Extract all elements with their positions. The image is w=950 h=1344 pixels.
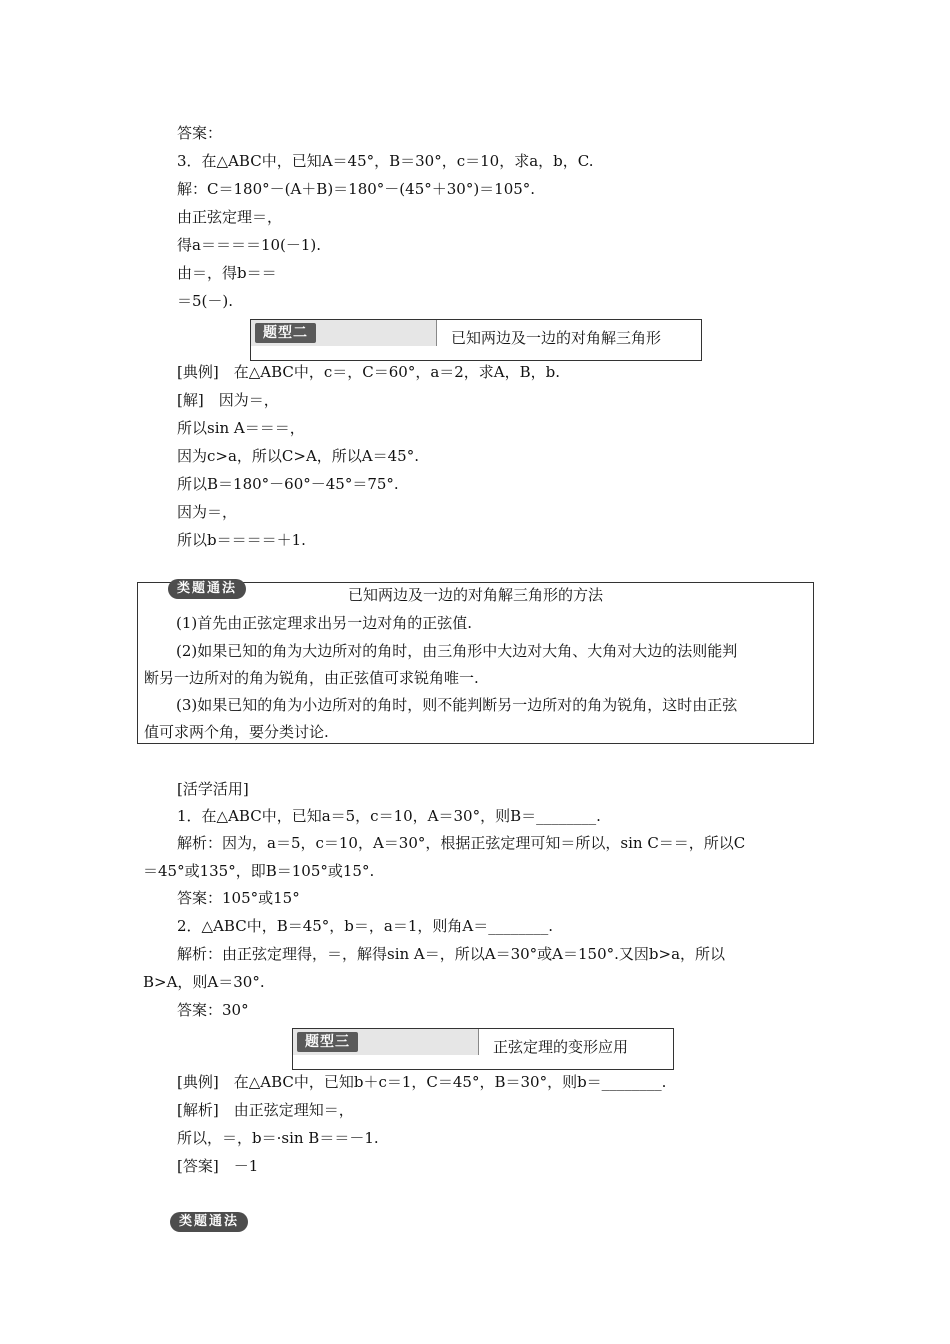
example-2-line-1: [解] 因为＝， — [177, 391, 279, 409]
solution-line-2: 由正弦定理＝， — [177, 208, 283, 226]
practice-1-question: 1．在△ABC中，已知a＝5，c＝10，A＝30°，则B＝________. — [177, 807, 601, 825]
answer-label: 答案： — [177, 124, 223, 142]
example-2-line-5: 因为＝， — [177, 503, 238, 521]
practice-1-analysis-1: 解析：因为，a＝5，c＝10，A＝30°，根据正弦定理可知＝所以，sin C＝＝，所以C — [177, 834, 746, 852]
practice-2-question: 2．△ABC中，B＝45°，b＝，a＝1，则角A＝________. — [177, 917, 553, 935]
solution-line-3: 得a＝＝＝＝10(－1). — [177, 236, 322, 254]
practice-1-answer: 答案：105°或15° — [177, 889, 300, 907]
type-3-tag: 题型三 — [297, 1032, 358, 1052]
method-line-1: (1)首先由正弦定理求出另一边对角的正弦值. — [176, 614, 473, 632]
example-2-line-4: 所以B＝180°－60°－45°＝75°. — [177, 475, 399, 493]
practice-1-analysis-2: ＝45°或135°，即B＝105°或15°. — [143, 862, 375, 880]
type-2-tag-bar — [251, 320, 437, 346]
practice-2-answer: 答案：30° — [177, 1001, 249, 1019]
type-3-title: 正弦定理的变形应用 — [493, 1038, 629, 1056]
type-3-heading — [292, 1028, 674, 1070]
practice-2-analysis-2: B>A，则A＝30°. — [143, 973, 265, 991]
example-3-question: [典例] 在△ABC中，已知b＋c＝1，C＝45°，B＝30°，则b＝________. — [177, 1073, 667, 1091]
example-3-answer: [答案] －1 — [177, 1157, 259, 1175]
method-line-3: 断另一边所对的角为锐角，由正弦值可求锐角唯一. — [144, 669, 479, 687]
method-line-2: (2)如果已知的角为大边所对的角时，由三角形中大边对大角、大角对大边的法则能判 — [176, 642, 738, 660]
solution-line-4: 由＝，得b＝＝ — [177, 264, 277, 282]
solution-line-1: 解：C＝180°－(A＋B)＝180°－(45°＋30°)＝105°. — [177, 180, 536, 198]
type-2-heading — [250, 319, 702, 361]
method-2-pill: 类题通法 — [170, 1212, 248, 1232]
method-pill: 类题通法 — [168, 579, 246, 599]
example-2-line-3: 因为c>a，所以C>A，所以A＝45°. — [177, 447, 419, 465]
type-2-title: 已知两边及一边的对角解三角形 — [451, 329, 662, 347]
method-line-4: (3)如果已知的角为小边所对的角时，则不能判断另一边所对的角为锐角，这时由正弦 — [176, 696, 738, 714]
type-2-tag: 题型二 — [255, 323, 316, 343]
practice-heading: [活学活用] — [177, 780, 249, 798]
example-3-line-1: [解析] 由正弦定理知＝， — [177, 1101, 354, 1119]
practice-2-analysis-1: 解析：由正弦定理得，＝，解得sin A＝，所以A＝30°或A＝150°.又因b>a，所以 — [177, 945, 726, 963]
example-2-line-2: 所以sin A＝＝＝， — [177, 419, 305, 437]
method-line-5: 值可求两个角，要分类讨论. — [144, 723, 329, 741]
method-box — [137, 582, 814, 744]
problem-3: 3．在△ABC中，已知A＝45°，B＝30°，c＝10，求a，b，C. — [177, 152, 594, 170]
solution-line-5: ＝5(－). — [177, 292, 234, 310]
type-3-tag-bar — [293, 1029, 479, 1055]
example-3-line-2: 所以，＝，b＝·sin B＝＝－1. — [177, 1129, 379, 1147]
example-2-question: [典例] 在△ABC中，c＝，C＝60°，a＝2，求A，B，b. — [177, 363, 561, 381]
example-2-line-6: 所以b＝＝＝＝＋1. — [177, 531, 306, 549]
method-title: 已知两边及一边的对角解三角形的方法 — [347, 586, 603, 604]
